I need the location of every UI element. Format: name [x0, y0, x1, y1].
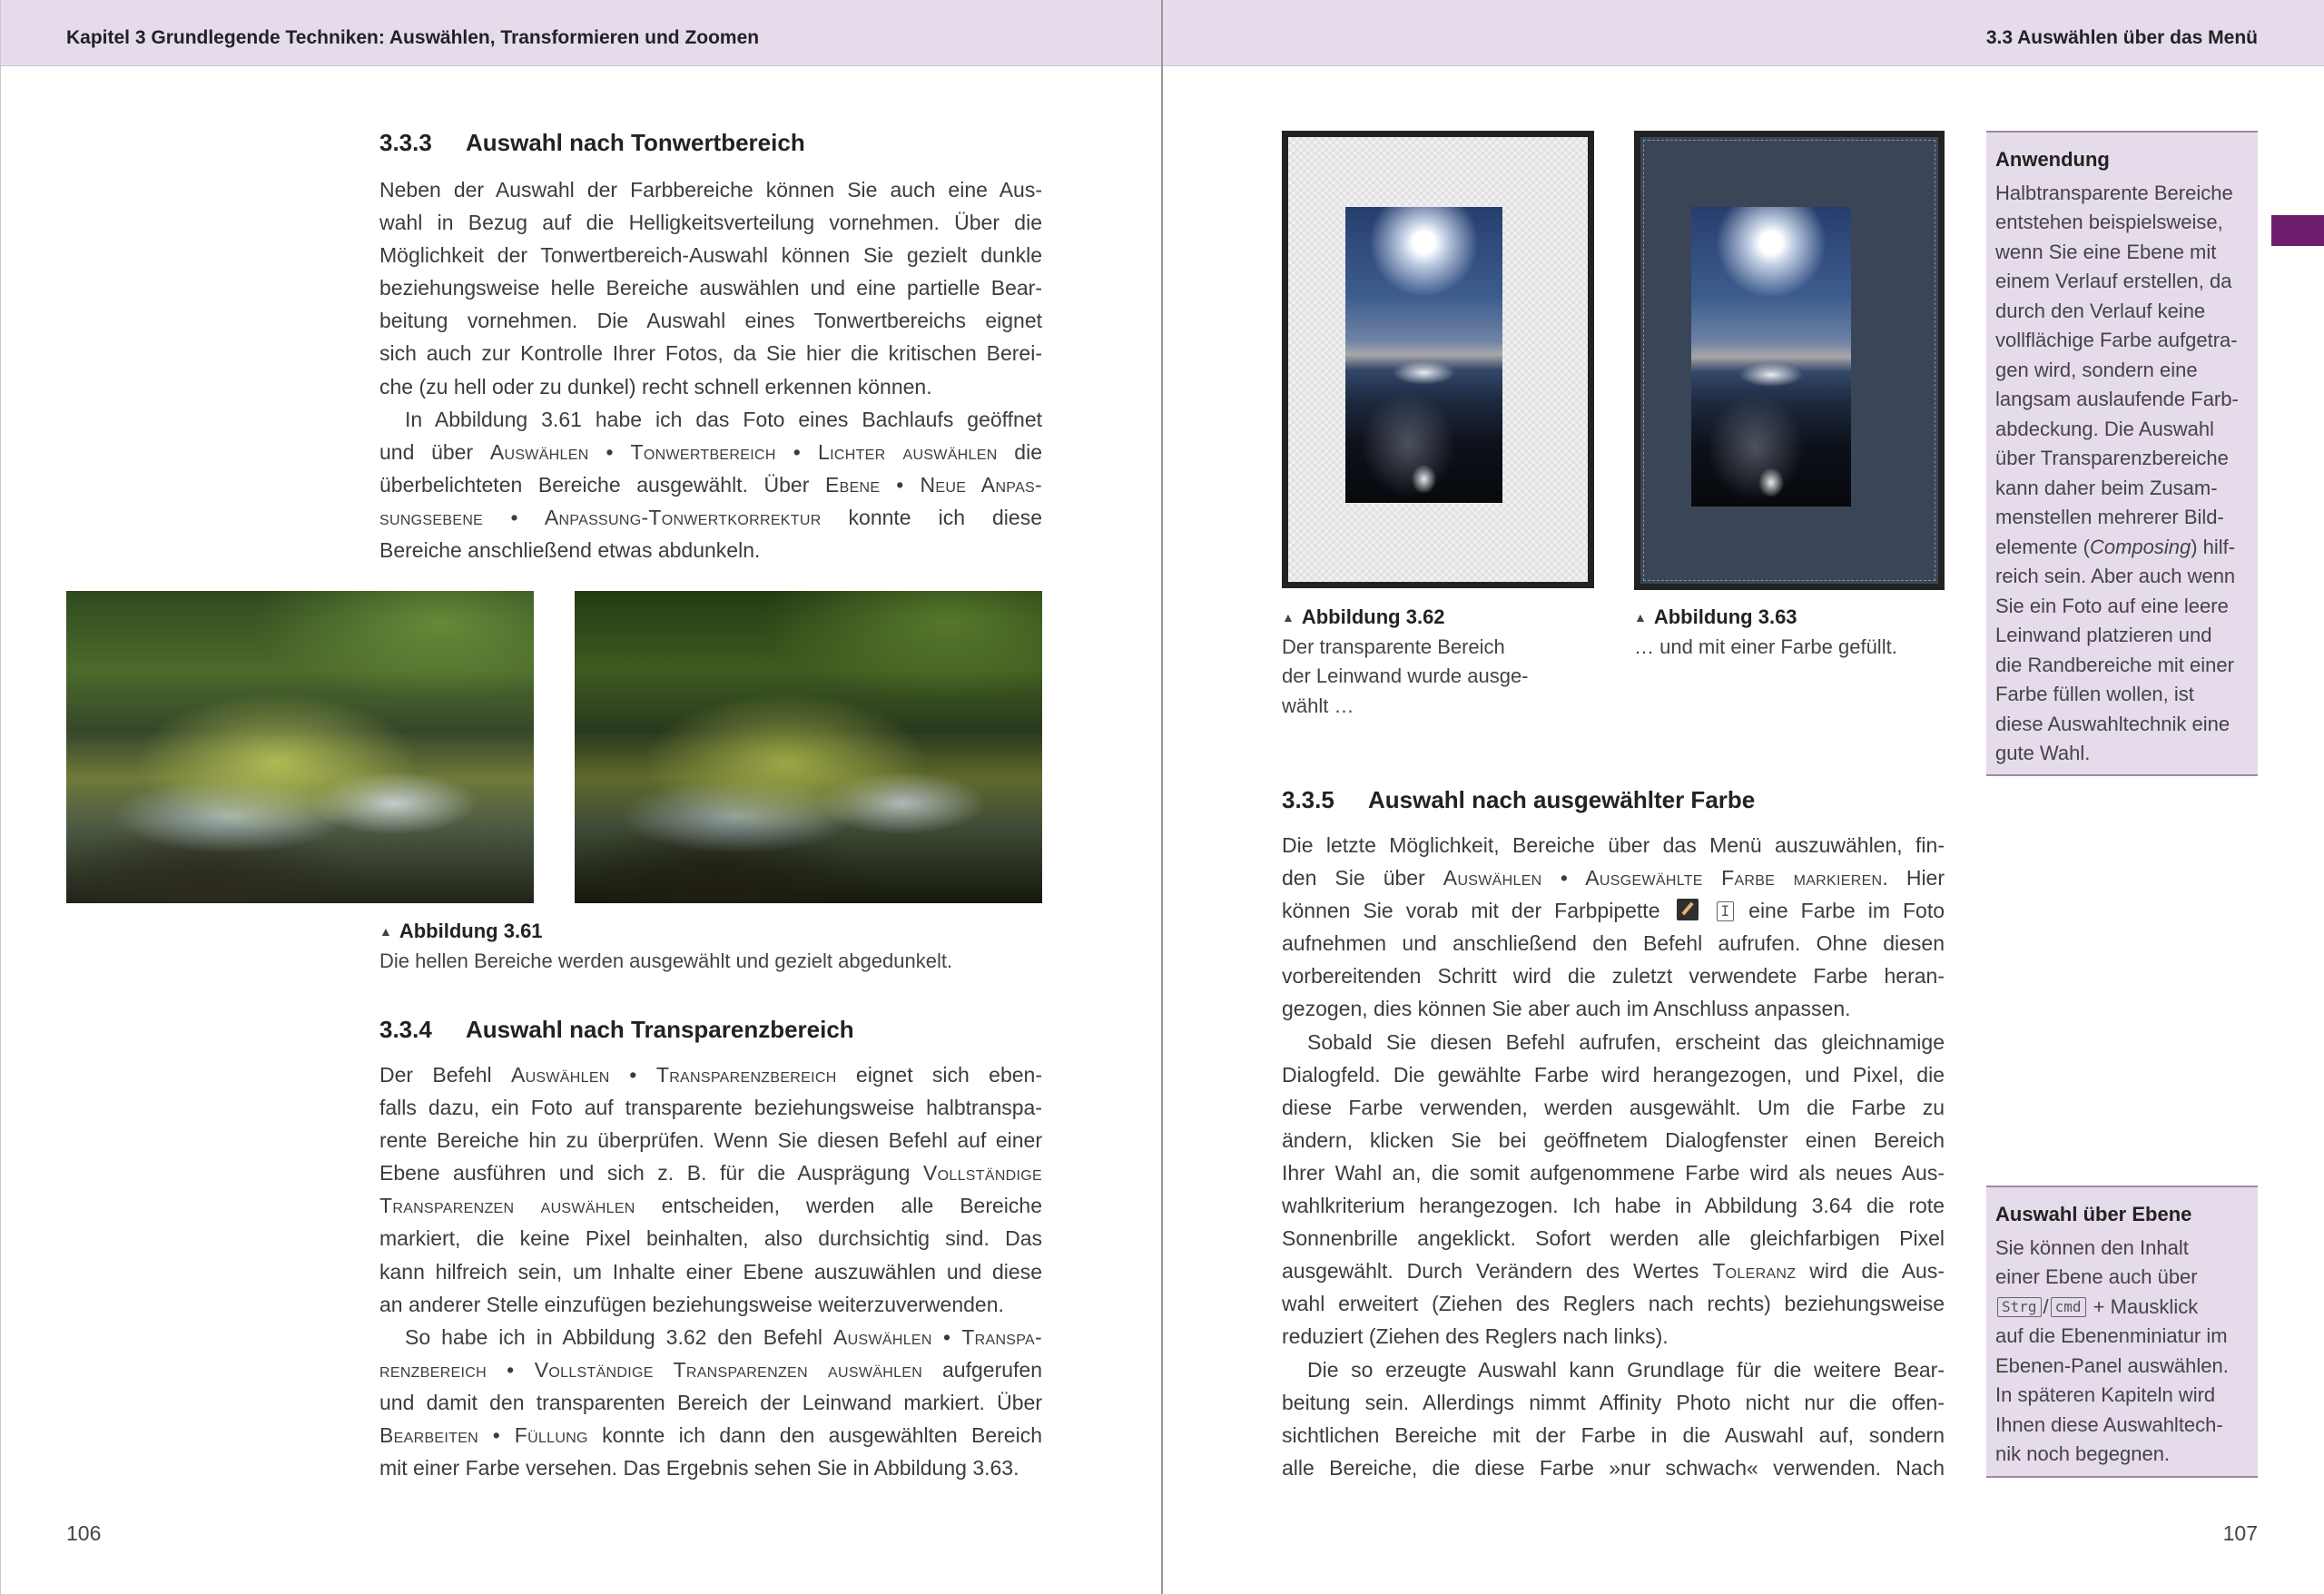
sidebar-line	[1995, 680, 2258, 710]
figure-label: Abbildung 3.62	[1301, 605, 1445, 628]
text-line	[379, 370, 1042, 403]
text-run: beziehungsweise helle Bereiche auswählen und eine partielle Bear-	[379, 276, 1042, 300]
sidebar-line	[1995, 621, 2258, 651]
text-run: Sie ein Foto auf eine leere	[1995, 594, 2229, 617]
section-number: 3.3.4	[379, 1016, 432, 1043]
text-run: gezogen, dies können Sie aber auch im Anschluss anpassen.	[1282, 997, 1851, 1021]
body-text-3-3-5	[1282, 829, 1945, 1484]
sidebar-line	[1995, 592, 2258, 622]
text-line	[1282, 1386, 1945, 1419]
text-run: diese Auswahltechnik eine	[1995, 712, 2230, 735]
text-run: Halbtransparente Bereiche	[1995, 181, 2233, 204]
text-run: die Randbereiche mit einer	[1995, 653, 2234, 676]
figure-3-63-filled-canvas	[1634, 131, 1945, 590]
text-line	[379, 1419, 1042, 1451]
sidebar-line	[1995, 1263, 2258, 1293]
text-run: Leinwand platzieren und	[1995, 624, 2212, 646]
text-line	[1282, 1419, 1945, 1451]
text-run: elemente (	[1995, 535, 2090, 558]
text-run: Ebene ausführen und sich z. B. für die Ausprägung	[379, 1161, 924, 1186]
text-run: nik noch begegnen.	[1995, 1442, 2171, 1465]
text-run: Sonnenbrille angeklickt. Sofort werden alle gleichfarbigen Pixel	[1282, 1226, 1945, 1251]
sidebar-line	[1995, 474, 2258, 504]
sidebar-body	[1995, 179, 2258, 769]
text-run: aufgerufen	[922, 1357, 1042, 1382]
page-number-right: 107	[2222, 1521, 2258, 1545]
text-line	[1282, 1255, 1945, 1287]
text-run: sichtlichen Bereiche mit der Farbe in die Auswahl auf, sondern	[1282, 1422, 1945, 1447]
text-run: menstellen mehrerer Bild-	[1995, 506, 2224, 528]
text-run: aufnehmen und anschließend den Befehl aufrufen. Ohne diesen	[1282, 931, 1945, 956]
text-run: über Transparenzbereiche	[1995, 447, 2229, 469]
sidebar-line	[1995, 415, 2258, 445]
text-run: Bereiche anschließend etwas abdunkeln.	[379, 538, 761, 563]
text-run: reduziert (Ziehen des Reglers nach links).	[1282, 1324, 1669, 1349]
text-run: entstehen beispielsweise,	[1995, 211, 2223, 233]
text-run: Die letzte Möglichkeit, Bereiche über das Menü auszuwählen, fin-	[1282, 833, 1945, 857]
triangle-up-icon: ▲	[379, 924, 392, 939]
text-line	[379, 1091, 1042, 1124]
left-header-text: Kapitel 3 Grundlegende Techniken: Auswählen, Transformieren und Zoomen	[66, 27, 760, 48]
page-number-left: 106	[66, 1521, 102, 1545]
section-number: 3.3.5	[1282, 786, 1334, 813]
text-run: beitung sein. Allerdings nimmt Affinity Photo nicht nur die offen-	[1282, 1390, 1945, 1414]
sidebar-line	[1995, 238, 2258, 268]
sidebar-line	[1995, 267, 2258, 297]
figure-label: Abbildung 3.61	[399, 920, 543, 942]
text-line	[379, 1288, 1042, 1321]
sidebar-line	[1995, 1352, 2258, 1382]
text-run: und über	[379, 439, 490, 464]
menu-path: Auswählen • Tonwertbereich • Lichter auswählen	[489, 439, 998, 464]
right-running-header	[1163, 0, 2324, 66]
text-line	[379, 1255, 1042, 1288]
text-run: langsam auslaufende Farb-	[1995, 388, 2239, 410]
text-line	[379, 1124, 1042, 1156]
left-running-header	[0, 0, 1161, 66]
sea-sun-photo	[1345, 207, 1502, 503]
text-run: an anderer Stelle einzufügen beziehungsweise weiterzuverwenden.	[379, 1292, 1004, 1316]
text-line	[1282, 1287, 1945, 1320]
text-run: konnte ich diese	[821, 505, 1042, 529]
keyboard-key: cmd	[2051, 1297, 2086, 1317]
section-heading-3-3-4	[379, 1016, 854, 1044]
text-line	[379, 468, 1042, 501]
sidebar-line	[1995, 503, 2258, 533]
text-run: In späteren Kapiteln wird	[1995, 1383, 2216, 1406]
triangle-up-icon: ▲	[1634, 610, 1647, 625]
figure-3-62-transparent-canvas	[1282, 131, 1594, 588]
text-line	[379, 403, 1042, 436]
menu-path: Auswählen • Transpa-	[833, 1324, 1042, 1349]
sidebar-line	[1995, 1411, 2258, 1441]
text-run: Neben der Auswahl der Farbbereiche können Sie auch eine Aus-	[379, 178, 1042, 202]
text-line	[379, 1222, 1042, 1255]
sidebar-line	[1995, 1234, 2258, 1264]
text-run: ändern, klicken Sie bei geöffnetem Dialogfenster einen Bereich	[1282, 1127, 1945, 1152]
menu-path: Auswählen • Ausgewählte Farbe markieren	[1443, 866, 1883, 890]
menu-path: Vollständige	[923, 1161, 1042, 1186]
text-run: Ihrer Wahl an, die somit aufgenommene Farbe wird als neues Aus-	[1282, 1160, 1945, 1185]
text-line	[379, 1156, 1042, 1189]
text-line	[379, 173, 1042, 206]
text-line	[379, 1058, 1042, 1091]
text-run: Möglichkeit der Tonwertbereich-Auswahl können Sie gezielt dunkle	[379, 243, 1042, 268]
sidebar-body	[1995, 1234, 2258, 1470]
text-line	[379, 1353, 1042, 1386]
section-number: 3.3.3	[379, 129, 432, 156]
text-run: Sie können den Inhalt	[1995, 1235, 2189, 1259]
sidebar-line	[1995, 297, 2258, 327]
body-text-3-3-3	[379, 173, 1042, 566]
text-line	[379, 436, 1042, 468]
text-line	[379, 337, 1042, 369]
text-line	[1282, 1156, 1945, 1189]
text-run: diese Farbe verwenden, werden ausgewählt. Um die Farbe zu	[1282, 1095, 1945, 1119]
menu-path: Transparenzen auswählen	[379, 1194, 635, 1218]
sidebar-box-auswahl-ueber-ebene	[1986, 1186, 2258, 1478]
triangle-up-icon: ▲	[1282, 610, 1295, 625]
keyboard-key: I	[1717, 901, 1735, 921]
text-run: wahlkriterium herangezogen. Ich habe in Abbildung 3.64 die rote	[1282, 1194, 1945, 1218]
pipette-icon	[1677, 899, 1699, 920]
text-run: Dialogfeld. Die gewählte Farbe wird herangezogen, und Pixel, die	[1282, 1062, 1945, 1087]
text-line	[1282, 861, 1945, 894]
text-line	[1282, 1124, 1945, 1156]
menu-path: Bearbeiten • Füllung	[379, 1423, 588, 1448]
text-run: konnte ich dann den ausgewählten Bereich	[587, 1423, 1042, 1448]
sidebar-line	[1995, 385, 2258, 415]
text-run: falls dazu, ein Foto auf transparente beziehungsweise halbtranspa-	[379, 1096, 1042, 1120]
text-line	[379, 1321, 1042, 1353]
section-title: Auswahl nach Tonwertbereich	[466, 129, 805, 156]
sidebar-line	[1995, 1293, 2258, 1323]
text-run: entscheiden, werden alle Bereiche	[635, 1194, 1042, 1218]
sidebar-line	[1995, 651, 2258, 681]
text-run: alle Bereiche, die diese Farbe »nur schwach« verwenden. Nach	[1282, 1455, 1945, 1480]
sidebar-line	[1995, 326, 2258, 356]
text-line	[379, 1451, 1042, 1484]
text-run: Farbe füllen wollen, ist	[1995, 683, 2194, 705]
text-run: eine Farbe im Foto	[1736, 899, 1945, 923]
text-run: gen wird, sondern eine	[1995, 358, 2198, 381]
text-line	[379, 1386, 1042, 1419]
sidebar-title: Anwendung	[1995, 148, 2110, 171]
text-line	[379, 304, 1042, 337]
sidebar-line	[1995, 739, 2258, 769]
text-run: Der Befehl	[379, 1063, 511, 1087]
text-line	[379, 534, 1042, 566]
sidebar-line	[1995, 1381, 2258, 1411]
text-run: Sobald Sie diesen Befehl aufrufen, erscheint das gleichnamige	[1307, 1029, 1945, 1054]
text-line	[1282, 829, 1945, 861]
caption-line: wählt …	[1282, 694, 1354, 717]
section-title: Auswahl nach ausgewählter Farbe	[1368, 786, 1756, 813]
text-line	[379, 1189, 1042, 1222]
text-line	[379, 239, 1042, 271]
text-run: rente Bereiche hin zu überprüfen. Wenn Sie diesen Befehl auf einer	[379, 1128, 1042, 1153]
text-run: den Sie über	[1282, 866, 1443, 890]
text-run: mit einer Farbe versehen. Das Ergebnis sehen Sie in Abbildung 3.63.	[379, 1456, 1019, 1481]
left-page-edge	[0, 0, 1, 1594]
sidebar-line	[1995, 710, 2258, 740]
text-run: abdeckung. Die Auswahl	[1995, 417, 2214, 440]
text-run: eignet sich eben-	[836, 1063, 1042, 1087]
text-run: ) hilf-	[2191, 535, 2236, 558]
text-line	[1282, 1320, 1945, 1353]
text-run: markiert, die keine Pixel beinhalten, also durchsichtig sind. Das	[379, 1226, 1042, 1251]
text-line	[1282, 1058, 1945, 1091]
text-run: beitung vornehmen. Die Auswahl eines Tonwertbereichs eignet	[379, 309, 1042, 333]
sea-sun-photo	[1691, 207, 1851, 507]
figure-3-62-caption	[1282, 603, 1581, 721]
text-run: In Abbildung 3.61 habe ich das Foto eines Bachlaufs geöffnet	[405, 407, 1042, 431]
text-run: durch den Verlauf keine	[1995, 299, 2206, 322]
text-run	[1702, 899, 1715, 922]
page-gutter-divider	[1161, 0, 1163, 1594]
text-run: kann daher beim Zusam-	[1995, 476, 2218, 499]
figure-3-61-darkened-photo	[575, 591, 1042, 903]
section-heading-3-3-5	[1282, 786, 1755, 814]
figure-label: Abbildung 3.63	[1653, 605, 1797, 628]
text-line	[1282, 1353, 1945, 1386]
text-line	[379, 501, 1042, 534]
sidebar-line	[1995, 356, 2258, 386]
text-run: auf die Ebenenminiatur im	[1995, 1324, 2228, 1347]
text-run: che (zu hell oder zu dunkel) recht schnell erkennen können.	[379, 374, 932, 398]
figure-3-61-caption	[379, 917, 952, 976]
menu-path: sungsebene • Anpassung-Tonwertkorrektur	[379, 505, 822, 529]
sidebar-box-anwendung	[1986, 131, 2258, 776]
caption-line: Der transparente Bereich	[1282, 635, 1505, 658]
figure-3-63-caption	[1634, 603, 1943, 662]
sidebar-line	[1995, 179, 2258, 209]
menu-path: Ebene • Neue Anpas-	[824, 472, 1042, 497]
text-line	[1282, 894, 1945, 927]
text-run: einem Verlauf erstellen, da	[1995, 270, 2232, 292]
sidebar-line	[1995, 533, 2258, 563]
text-line	[1282, 927, 1945, 959]
sidebar-line	[1995, 1440, 2258, 1470]
text-run: kann hilfreich sein, um Inhalte einer Ebene auszuwählen und diese	[379, 1259, 1042, 1284]
text-run: gute Wahl.	[1995, 742, 2091, 764]
section-title: Auswahl nach Transparenzbereich	[466, 1016, 854, 1043]
italic-term: Composing	[2089, 535, 2191, 558]
text-run: Ihnen diese Auswahltech-	[1995, 1412, 2223, 1436]
sidebar-line	[1995, 444, 2258, 474]
text-line	[379, 271, 1042, 304]
sidebar-title: Auswahl über Ebene	[1995, 1203, 2192, 1225]
text-run: die	[997, 439, 1042, 464]
text-run: ausgewählt. Durch Verändern des Wertes	[1282, 1259, 1713, 1284]
right-header-text: 3.3 Auswählen über das Menü	[1985, 27, 2258, 48]
figure-caption-text: Die hellen Bereiche werden ausgewählt und gezielt abgedunkelt.	[379, 949, 953, 972]
text-line	[1282, 959, 1945, 992]
text-run: wahl in Bezug auf die Helligkeitsverteilung vornehmen. Über die	[379, 211, 1042, 235]
menu-path: renzbereich • Vollständige Transparenzen auswählen	[379, 1357, 923, 1382]
text-run: reich sein. Aber auch wenn	[1995, 565, 2236, 587]
text-run: wahl erweitert (Ziehen des Reglers nach rechts) beziehungsweise	[1282, 1292, 1945, 1316]
text-run: Die so erzeugte Auswahl kann Grundlage für die weitere Bear-	[1307, 1357, 1945, 1382]
sidebar-line	[1995, 562, 2258, 592]
body-text-3-3-4	[379, 1058, 1042, 1484]
text-line	[1282, 1026, 1945, 1058]
text-run: können Sie vorab mit der Farbpipette	[1282, 899, 1673, 923]
menu-path: Toleranz	[1712, 1259, 1797, 1284]
text-line	[1282, 1189, 1945, 1222]
text-line	[1282, 992, 1945, 1025]
text-line	[1282, 1091, 1945, 1124]
text-line	[1282, 1451, 1945, 1484]
text-run: wenn Sie eine Ebene mit	[1995, 240, 2217, 263]
sidebar-line	[1995, 1322, 2258, 1352]
text-run: So habe ich in Abbildung 3.62 den Befehl	[405, 1324, 834, 1349]
caption-line: … und mit einer Farbe gefüllt.	[1634, 635, 1897, 658]
text-run: einer Ebene auch über	[1995, 1265, 2198, 1288]
section-heading-3-3-3	[379, 129, 805, 157]
text-line	[379, 206, 1042, 239]
text-run: /	[2043, 1294, 2049, 1318]
keyboard-key: Strg	[1997, 1297, 2042, 1317]
text-run: vollflächige Farbe aufgetra-	[1995, 329, 2238, 351]
menu-path: Auswählen • Transparenzbereich	[510, 1063, 837, 1087]
text-run: sich auch zur Kontrolle Ihrer Fotos, da Sie hier die kritischen Berei-	[379, 341, 1042, 366]
sidebar-line	[1995, 208, 2258, 238]
text-run: und damit den transparenten Bereich der Leinwand markiert. Über	[379, 1390, 1042, 1414]
text-run: wird die Aus-	[1796, 1259, 1945, 1284]
text-run: . Hier	[1882, 866, 1945, 890]
text-run: überbelichteten Bereiche ausgewählt. Über	[379, 472, 825, 497]
text-line	[1282, 1222, 1945, 1255]
figure-3-61-original-photo	[66, 591, 534, 903]
text-run: Ebenen-Panel auswählen.	[1995, 1353, 2229, 1377]
text-run: vorbereitenden Schritt wird die zuletzt verwendete Farbe heran-	[1282, 964, 1945, 989]
chapter-thumb-tab	[2271, 215, 2324, 246]
text-run: + Mausklick	[2087, 1294, 2199, 1318]
caption-line: der Leinwand wurde ausge-	[1282, 664, 1529, 687]
